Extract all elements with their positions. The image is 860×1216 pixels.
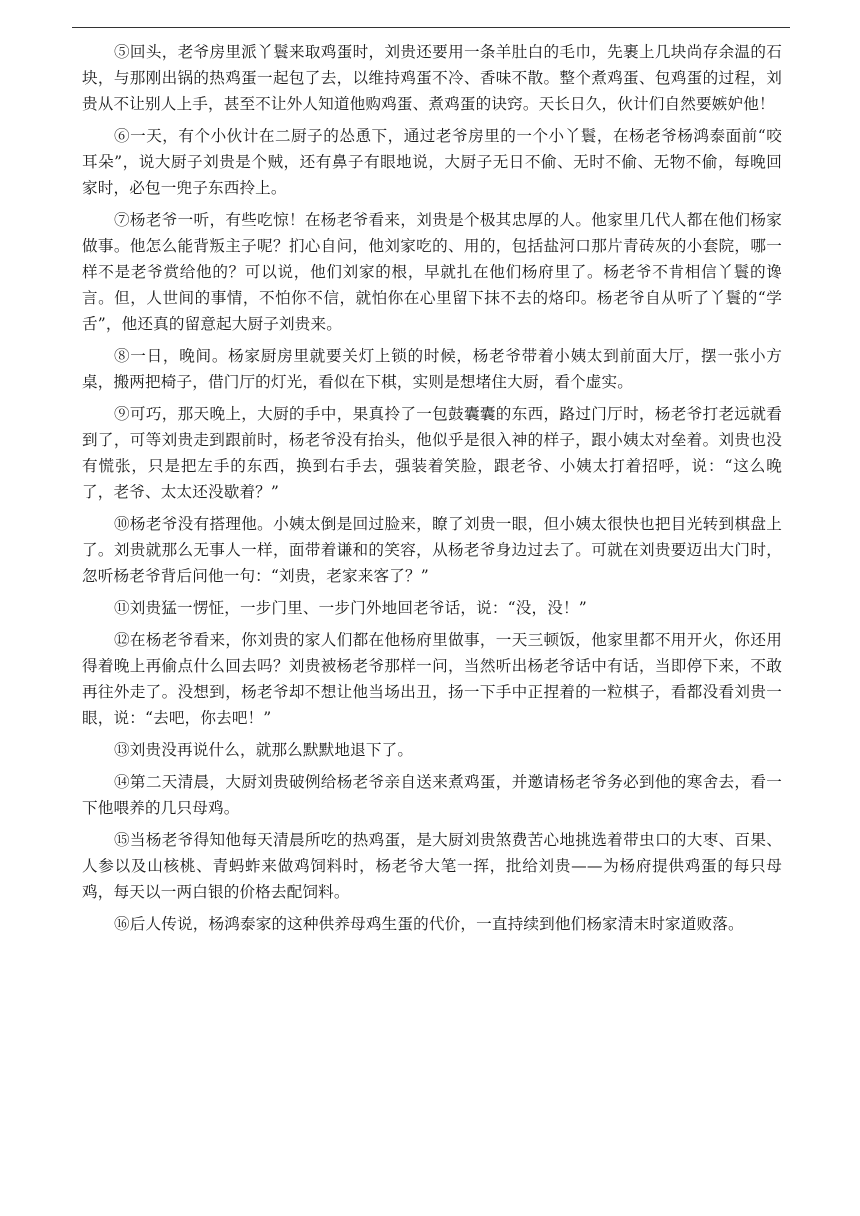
paragraph-8: ⑧一日，晚间。杨家厨房里就要关灯上锁的时候，杨老爷带着小姨太到前面大厅，摆一张小方桌，搬两把椅子，借门厅的灯光，看似在下棋，实则是想堵住大厨，看个虚实。 (82, 347, 782, 391)
paragraph-5: ⑤回头，老爷房里派丫鬟来取鸡蛋时，刘贵还要用一条羊肚白的毛巾，先裹上几块尚存余温的石块，与那刚出锅的热鸡蛋一起包了去，以维持鸡蛋不冷、香味不散。整个煮鸡蛋、包鸡蛋的过程，刘贵从不让别人上手，甚至不让外人知道他购鸡蛋、煮鸡蛋的诀窍。天长日久，伙计们自然要嫉妒他！ (82, 43, 782, 113)
paragraph-9: ⑨可巧，那天晚上，大厨的手中，果真拎了一包鼓囊囊的东西，路过门厅时，杨老爷打老远就看到了，可等刘贵走到跟前时，杨老爷没有抬头，他似乎是很入神的样子，跟小姨太对垒着。刘贵也没有慌张，只是把左手的东西，换到右手去，强装着笑脸，跟老爷、小姨太打着招呼，说：“这么晚了，老爷、太太还没歇着？” (82, 405, 782, 501)
paragraph-14: ⑭第二天清晨，大厨刘贵破例给杨老爷亲自送来煮鸡蛋，并邀请杨老爷务必到他的寒舍去，看一下他喂养的几只母鸡。 (82, 773, 782, 817)
paragraph-15: ⑮当杨老爷得知他每天清晨所吃的热鸡蛋，是大厨刘贵煞费苦心地挑选着带虫口的大枣、百果、人参以及山核桃、青蚂蚱来做鸡饲料时，杨老爷大笔一挥，批给刘贵——为杨府提供鸡蛋的每只母鸡，每天以一两白银的价格去配饲料。 (82, 831, 782, 901)
paragraph-16: ⑯后人传说，杨鸿泰家的这种供养母鸡生蛋的代价，一直持续到他们杨家清末时家道败落。 (114, 915, 744, 933)
article-body (82, 38, 782, 937)
paragraph-12: ⑫在杨老爷看来，你刘贵的家人们都在他杨府里做事，一天三顿饭，他家里都不用开火，你还用得着晚上再偷点什么回去吗？刘贵被杨老爷那样一问，当然听出杨老爷话中有话，当即停下来，不敢再往外走了。没想到，杨老爷却不想让他当场出丑，扬一下手中正捏着的一粒棋子，看都没看刘贵一眼，说：“去吧，你去吧！” (82, 631, 782, 727)
paragraph-7: ⑦杨老爷一听，有些吃惊！在杨老爷看来，刘贵是个极其忠厚的人。他家里几代人都在他们杨家做事。他怎么能背叛主子呢？扪心自问，他刘家吃的、用的，包括盐河口那片青砖灰的小套院，哪一样不是老爷赏给他的？可以说，他们刘家的根，早就扎在他们杨府里了。杨老爷不肯相信丫鬟的谗言。但，人世间的事情，不怕你不信，就怕你在心里留下抹不去的烙印。杨老爷自从听了丫鬟的“学舌”，他还真的留意起大厨子刘贵来。 (82, 211, 782, 333)
paragraph-6: ⑥一天，有个小伙计在二厨子的怂恿下，通过老爷房里的一个小丫鬟，在杨老爷杨鸿泰面前“咬耳朵”，说大厨子刘贵是个贼，还有鼻子有眼地说，大厨子无日不偷、无时不偷、无物不偷，每晚回家时，必包一兜子东西拎上。 (82, 127, 782, 197)
header-rule (72, 27, 790, 28)
paragraph-10: ⑩杨老爷没有搭理他。小姨太倒是回过脸来，瞭了刘贵一眼，但小姨太很快也把目光转到棋盘上了。刘贵就那么无事人一样，面带着谦和的笑容，从杨老爷身边过去了。可就在刘贵要迈出大门时，忽听杨老爷背后问他一句：“刘贵，老家来客了？” (82, 515, 782, 585)
paragraph-13: ⑬刘贵没再说什么，就那么默默地退下了。 (114, 741, 414, 759)
paragraph-11: ⑪刘贵猛一愣怔，一步门里、一步门外地回老爷话，说：“没，没！” (114, 599, 587, 617)
